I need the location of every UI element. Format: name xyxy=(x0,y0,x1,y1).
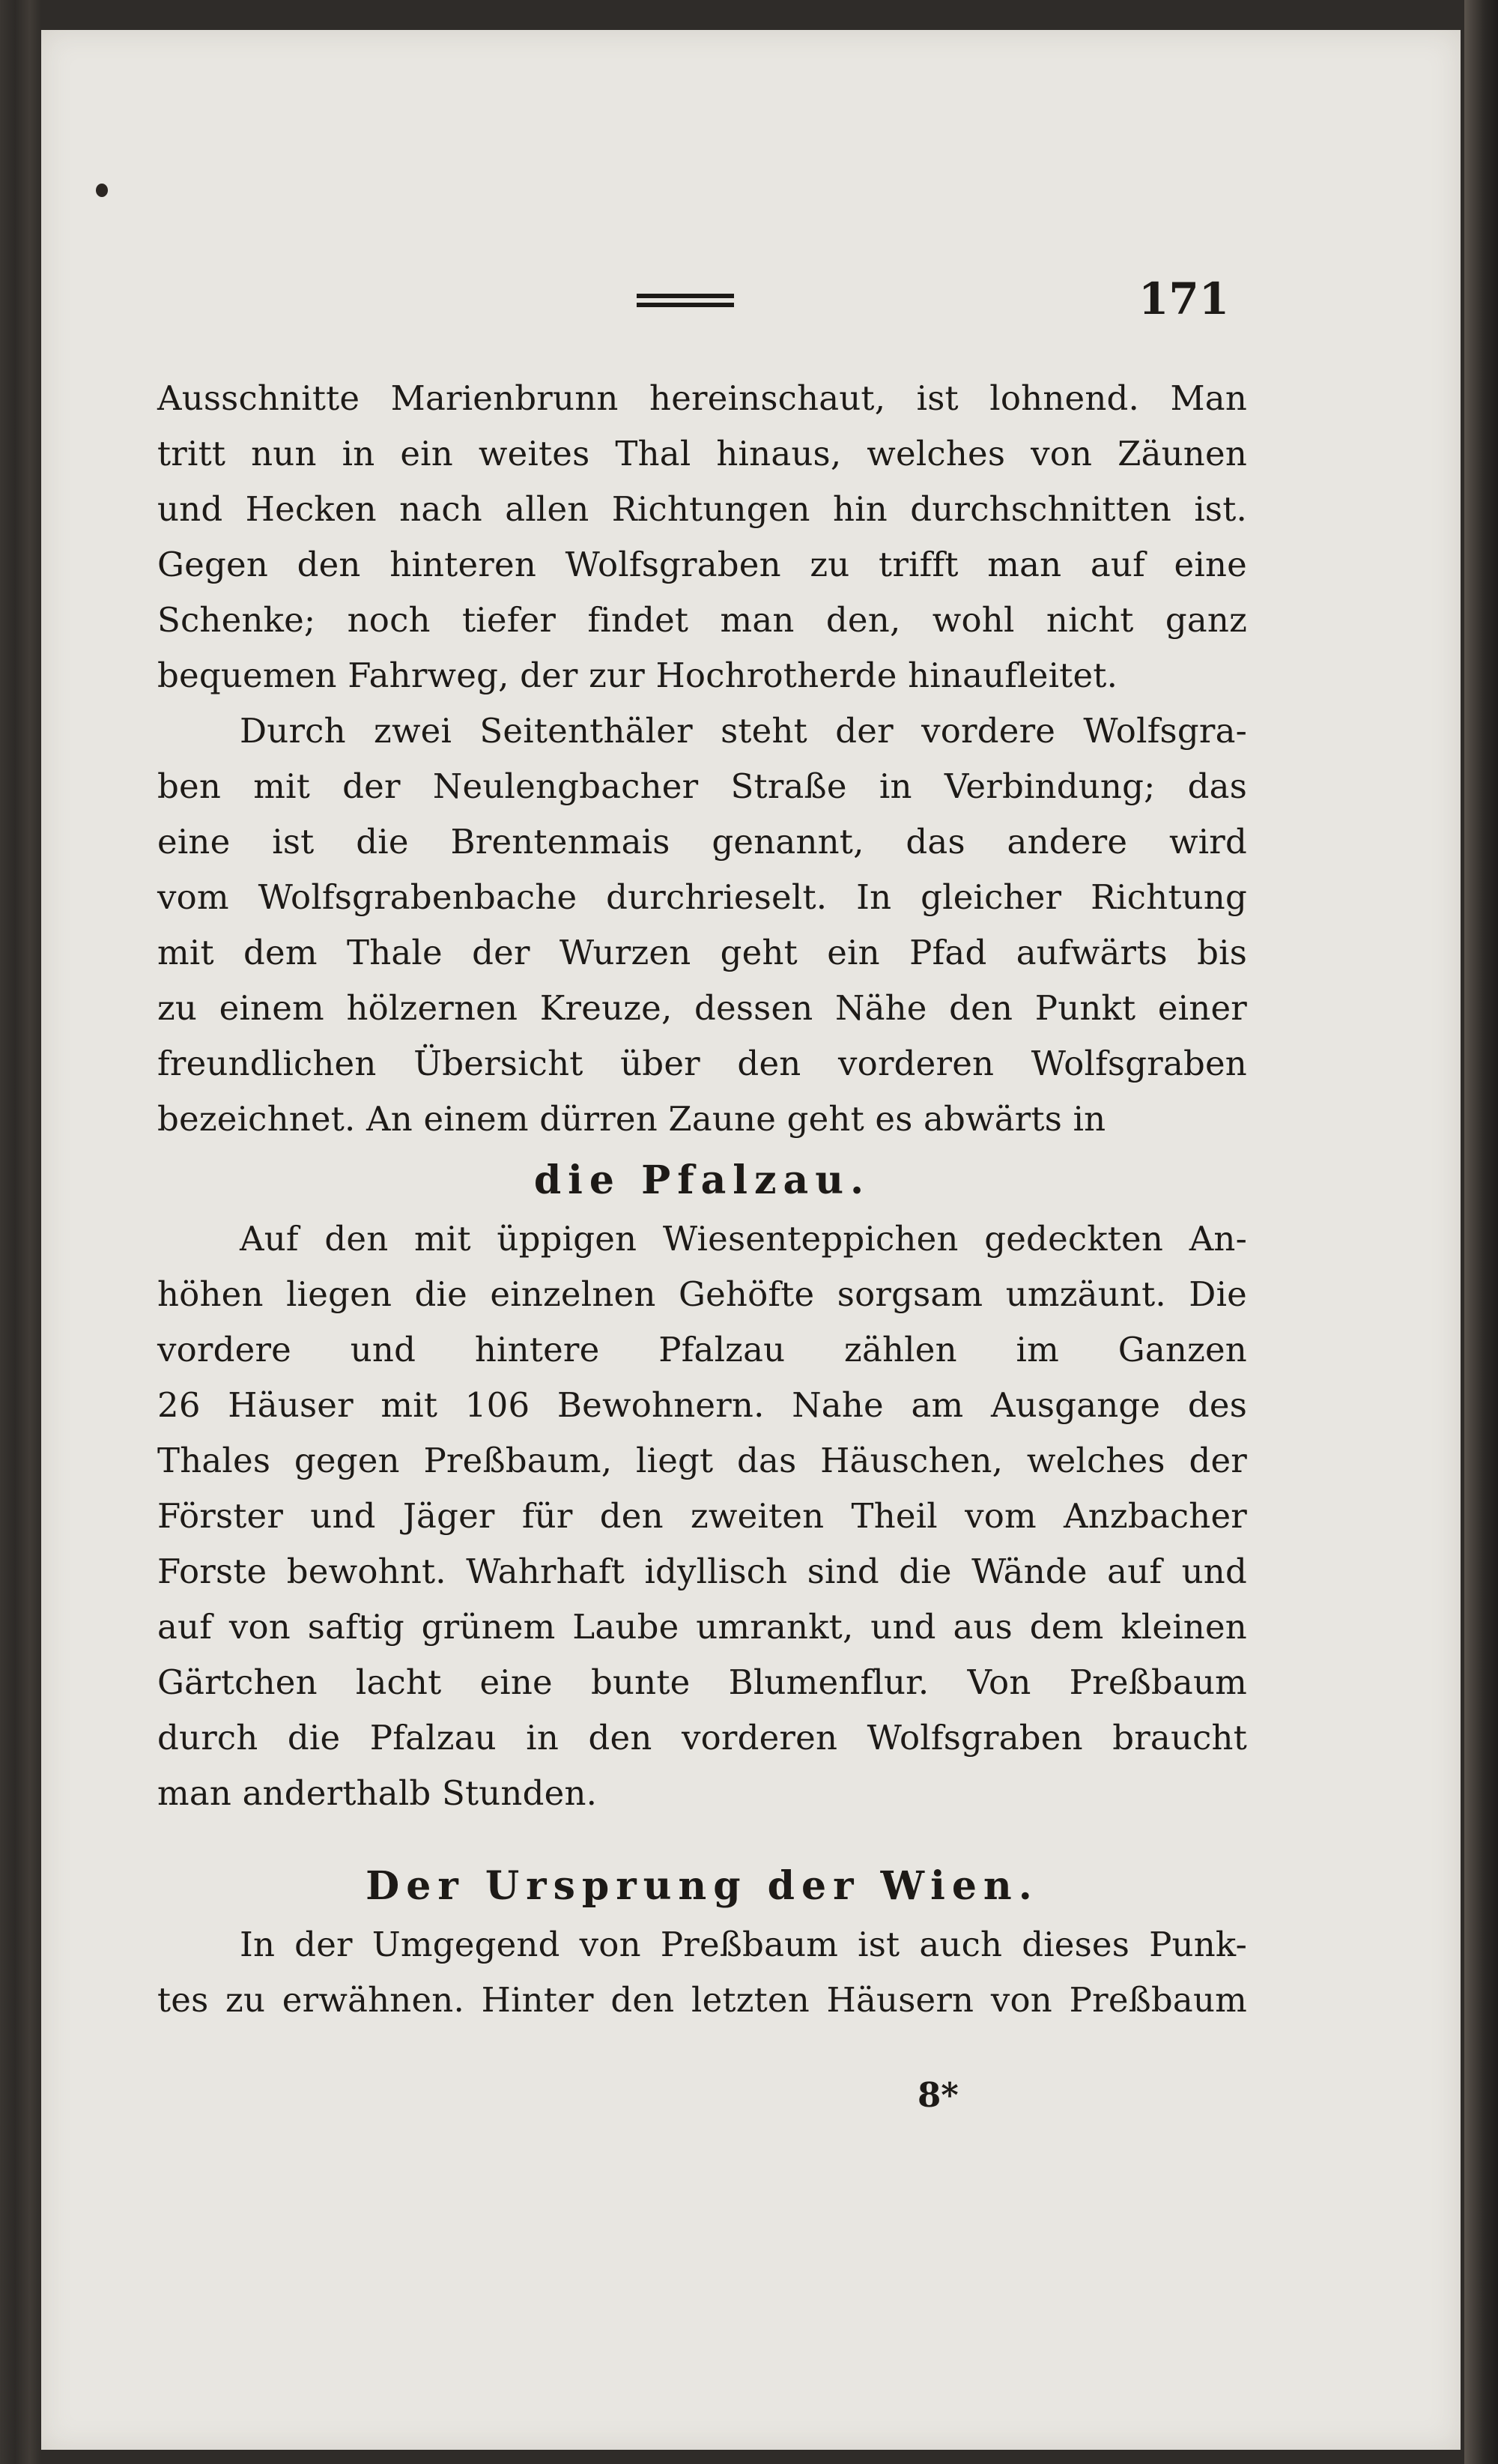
text-line: eine ist die Brentenmais genannt, das andere wird xyxy=(157,822,1247,862)
text-line: durch die Pfalzau in den vorderen Wolfsgraben braucht xyxy=(157,1718,1247,1758)
text-line: Förster und Jäger für den zweiten Theil vom Anzbacher xyxy=(157,1496,1247,1536)
text-line: In der Umgegend von Preßbaum ist auch dieses Punk- xyxy=(240,1925,1247,1964)
text-line: tritt nun in ein weites Thal hinaus, welches von Zäunen xyxy=(157,434,1247,473)
text-line: Forste bewohnt. Wahrhaft idyllisch sind die Wände auf und xyxy=(157,1552,1247,1591)
text-line: auf von saftig grünem Laube umrankt, und aus dem kleinen xyxy=(157,1607,1247,1647)
text-line: und Hecken nach allen Richtungen hin durchschnitten ist. xyxy=(157,489,1247,529)
text-line: Ausschnitte Marienbrunn hereinschaut, ist lohnend. Man xyxy=(157,378,1247,418)
section-heading: die Pfalzau. xyxy=(533,1157,871,1203)
book-spine xyxy=(1464,0,1498,2464)
paragraph-1 xyxy=(157,371,1247,703)
text-line: 26 Häuser mit 106 Bewohnern. Nahe am Ausgange des xyxy=(157,1385,1247,1425)
page-number: 171 xyxy=(1138,273,1230,324)
paragraph-4 xyxy=(157,1917,1247,2028)
text-line: bequemen Fahrweg, der zur Hochrotherde hinaufleitet. xyxy=(157,656,1118,695)
signature-mark: 8* xyxy=(918,2075,959,2115)
text-line: ben mit der Neulengbacher Straße in Verbindung; das xyxy=(157,766,1247,806)
text-line: mit dem Thale der Wurzen geht ein Pfad aufwärts bis xyxy=(157,933,1247,972)
text-line: vordere und hintere Pfalzau zählen im Ganzen xyxy=(157,1330,1247,1369)
text-line: bezeichnet. An einem dürren Zaune geht es abwärts in xyxy=(157,1099,1106,1139)
text-line: Durch zwei Seitenthäler steht der vordere Wolfsgra- xyxy=(240,711,1247,751)
header-rule xyxy=(637,294,734,309)
text-line: Gärtchen lacht eine bunte Blumenflur. Von Preßbaum xyxy=(157,1662,1247,1702)
text-line: man anderthalb Stunden. xyxy=(157,1773,598,1813)
text-line: höhen liegen die einzelnen Gehöfte sorgsam umzäunt. Die xyxy=(157,1274,1247,1314)
body-text xyxy=(157,371,1247,2028)
text-line: Gegen den hinteren Wolfsgraben zu trifft man auf eine xyxy=(157,545,1247,584)
text-line: freundlichen Übersicht über den vorderen Wolfsgraben xyxy=(157,1044,1247,1083)
paragraph-2 xyxy=(157,703,1247,1147)
section-heading: Der Ursprung der Wien. xyxy=(366,1863,1039,1909)
text-line: Schenke; noch tiefer findet man den, wohl nicht ganz xyxy=(157,600,1247,640)
text-line: vom Wolfsgrabenbache durchrieselt. In gleicher Richtung xyxy=(157,877,1247,917)
text-line: zu einem hölzernen Kreuze, dessen Nähe den Punkt einer xyxy=(157,988,1247,1028)
text-line: Auf den mit üppigen Wiesenteppichen gedeckten An- xyxy=(240,1219,1247,1259)
paragraph-3 xyxy=(157,1211,1247,1821)
text-line: Thales gegen Preßbaum, liegt das Häuschen, welches der xyxy=(157,1441,1247,1480)
text-line: tes zu erwähnen. Hinter den letzten Häusern von Preßbaum xyxy=(157,1980,1247,2020)
ink-speck xyxy=(96,184,108,197)
